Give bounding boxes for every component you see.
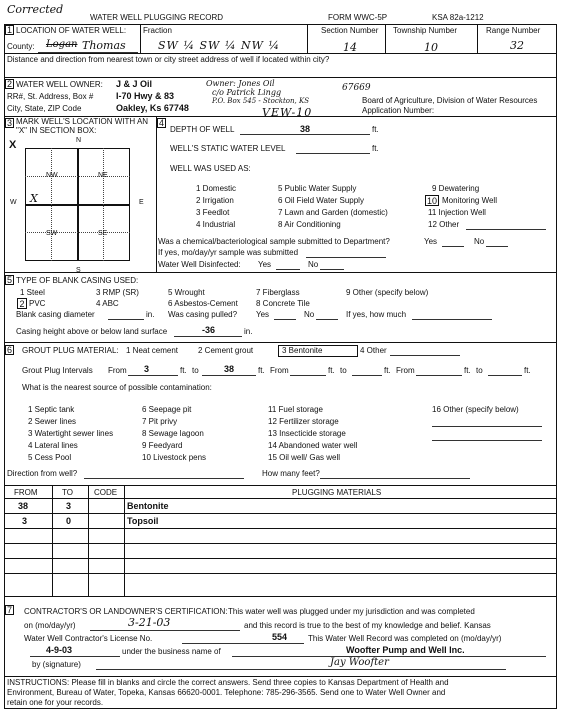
se-label: SE xyxy=(98,230,108,237)
application-label: Application Number: xyxy=(362,106,435,115)
business-value: Woofter Pump and Well Inc. xyxy=(346,645,465,655)
from-label-2: From xyxy=(270,366,289,375)
completed-on-label: on (mo/day/yr) xyxy=(24,621,76,630)
source-sewer[interactable]: 2 Sewer lines xyxy=(28,417,77,426)
depth-label: DEPTH OF WELL xyxy=(170,125,235,134)
hand-zip: 67669 xyxy=(342,83,371,93)
ksa-reference: KSA 82a-1212 xyxy=(432,13,484,22)
use-lawn-garden[interactable]: 7 Lawn and Garden (domestic) xyxy=(278,208,388,217)
grout-other[interactable]: 4 Other xyxy=(360,346,387,355)
casing-pvc[interactable]: PVC xyxy=(29,299,46,308)
business-label: under the business name of xyxy=(122,647,221,656)
record-date-value: 4-9-03 xyxy=(46,645,73,655)
source-oil-gas[interactable]: 15 Oil well/ Gas well xyxy=(268,453,341,462)
casing-abc[interactable]: 4 ABC xyxy=(96,299,119,308)
address-label: RR#, St. Address, Box # xyxy=(7,92,94,101)
casing-asbestos[interactable]: 6 Asbestos-Cement xyxy=(168,299,238,308)
disinfected-yes[interactable]: Yes xyxy=(258,260,272,269)
section-6-number: 6 xyxy=(6,345,12,355)
contamination-label: What is the nearest source of possible contamination: xyxy=(22,383,212,392)
section-number-label: Section Number xyxy=(321,26,379,35)
source-pit-privy[interactable]: 7 Pit privy xyxy=(142,417,178,426)
casing-other[interactable]: 9 Other (specify below) xyxy=(346,288,429,297)
to-label-2: to xyxy=(340,366,347,375)
from-label-3: From xyxy=(396,366,415,375)
completed-on-value: 3-21-03 xyxy=(128,616,171,629)
source-insecticide[interactable]: 13 Insecticide storage xyxy=(268,429,346,438)
cert-text-2: and this record is true to the best of my knowledge and belief. Kansas xyxy=(244,621,491,630)
col-materials: PLUGGING MATERIALS xyxy=(292,488,382,497)
address-value: I-70 Hwy & 83 xyxy=(116,91,175,101)
application-value: VEW-10 xyxy=(262,106,313,119)
use-other[interactable]: 12 Other xyxy=(428,220,460,229)
instructions-line-1: INSTRUCTIONS: Please fill in blanks and circle the correct answers. Send three copies to Kansas Department of Health and xyxy=(7,678,449,687)
mark-label-1: MARK WELL'S LOCATION WITH AN xyxy=(16,117,149,126)
diameter-label: Blank casing diameter xyxy=(16,310,95,319)
section-5-number: 5 xyxy=(6,275,12,285)
county-value: Thomas xyxy=(82,39,126,52)
source-cess-pool[interactable]: 5 Cess Pool xyxy=(28,453,72,462)
owner-value: J & J Oil xyxy=(116,79,153,89)
use-monitoring-well[interactable]: Monitoring Well xyxy=(442,196,497,205)
interval-from-1: 3 xyxy=(144,364,150,374)
use-public-supply[interactable]: 5 Public Water Supply xyxy=(278,184,357,193)
use-dewatering[interactable]: 9 Dewatering xyxy=(432,184,480,193)
cert-text-1: This water well was plugged under my jurisdiction and was completed xyxy=(228,607,475,616)
fraction-label: Fraction xyxy=(143,26,172,35)
grout-cement[interactable]: 2 Cement grout xyxy=(198,346,254,355)
mark-label-2: "X" IN SECTION BOX: xyxy=(16,126,97,135)
owner-label: WATER WELL OWNER: xyxy=(16,80,103,89)
to-label-1: to xyxy=(192,366,199,375)
ne-label: NE xyxy=(98,172,108,179)
source-feedyard[interactable]: 9 Feedyard xyxy=(142,441,183,450)
township-value: 10 xyxy=(424,41,438,54)
casing-type-label: TYPE OF BLANK CASING USED: xyxy=(16,276,139,285)
section-3-number: 3 xyxy=(6,118,12,128)
ft-label-1: ft. xyxy=(180,366,187,375)
source-other[interactable]: 16 Other (specify below) xyxy=(432,405,519,414)
source-livestock[interactable]: 10 Livestock pens xyxy=(142,453,207,462)
east-label: E xyxy=(139,199,144,206)
row2-to: 0 xyxy=(66,516,72,526)
depth-unit: ft. xyxy=(372,125,379,134)
disinfected-no[interactable]: No xyxy=(308,260,319,269)
city-value: Oakley, Ks 67748 xyxy=(116,103,189,113)
county-label: County: xyxy=(7,42,35,51)
x-marker: X xyxy=(9,139,17,151)
how-much-label: If yes, how much xyxy=(346,310,407,319)
intervals-label: Grout Plug Intervals xyxy=(22,366,93,375)
row2-from: 3 xyxy=(22,516,28,526)
row1-to: 3 xyxy=(66,501,72,511)
source-seepage[interactable]: 6 Seepage pit xyxy=(142,405,192,414)
north-label: N xyxy=(76,137,82,144)
grout-bentonite[interactable]: 3 Bentonite xyxy=(282,346,323,355)
grout-neat-cement[interactable]: 1 Neat cement xyxy=(126,346,179,355)
south-label: S xyxy=(76,267,81,274)
use-monitoring-number[interactable]: 10 xyxy=(426,196,437,206)
from-label-1: From xyxy=(108,366,127,375)
pulled-yes[interactable]: Yes xyxy=(256,310,270,319)
source-fertilizer[interactable]: 12 Fertilizer storage xyxy=(268,417,339,426)
col-code: CODE xyxy=(94,488,118,497)
use-feedlot[interactable]: 3 Feedlot xyxy=(196,208,230,217)
static-level-label: WELL'S STATIC WATER LEVEL xyxy=(170,144,286,153)
section-4-number: 4 xyxy=(158,118,164,128)
fraction-value: SW ¼ SW ¼ NW ¼ xyxy=(158,39,281,52)
instructions-line-2: Environment, Bureau of Water, Topeka, Kansas 66620-0001. Telephone: 785-296-3565. Send one to Water Well Owner and xyxy=(7,688,446,697)
pulled-label: Was casing pulled? xyxy=(168,310,238,319)
license-label: Water Well Contractor's License No. xyxy=(24,634,153,643)
source-abandoned-well[interactable]: 14 Abandoned water well xyxy=(268,441,358,450)
col-from: FROM xyxy=(14,488,38,497)
use-injection-well[interactable]: 11 Injection Well xyxy=(428,208,486,217)
chem-yes[interactable]: Yes xyxy=(424,237,438,246)
use-oil-field[interactable]: 6 Oil Field Water Supply xyxy=(278,196,364,205)
range-label: Range Number xyxy=(486,26,541,35)
pulled-no[interactable]: No xyxy=(304,310,315,319)
source-lagoon[interactable]: 8 Sewage lagoon xyxy=(142,429,204,438)
source-watertight[interactable]: 3 Watertight sewer lines xyxy=(28,429,114,438)
casing-steel[interactable]: 1 Steel xyxy=(20,288,45,297)
county-struck: Logan xyxy=(46,39,78,50)
ft-label-6: ft. xyxy=(524,366,531,375)
hand-box: P.O. Box 545 - Stockton, KS xyxy=(212,97,309,105)
well-location-mark: X xyxy=(30,192,38,205)
hand-owner: Owner: Jones Oil xyxy=(206,79,275,88)
feet-label: How many feet? xyxy=(262,469,320,478)
interval-to-1: 38 xyxy=(224,364,235,374)
use-industrial[interactable]: 4 Industrial xyxy=(196,220,236,229)
source-fuel[interactable]: 11 Fuel storage xyxy=(268,405,323,414)
depth-value: 38 xyxy=(300,124,311,134)
chem-sample-label: Was a chemical/bacteriological sample submitted to Department? xyxy=(158,237,390,246)
use-air-conditioning[interactable]: 8 Air Conditioning xyxy=(278,220,341,229)
diameter-unit: in. xyxy=(146,310,155,319)
location-label: LOCATION OF WATER WELL: xyxy=(16,26,127,35)
west-label: W xyxy=(10,199,17,206)
section-value: 14 xyxy=(343,41,357,54)
disinfected-label: Water Well Disinfected: xyxy=(158,260,241,269)
casing-height-label: Casing height above or below land surface xyxy=(16,327,168,336)
board-label: Board of Agriculture, Division of Water Resources xyxy=(362,96,538,105)
signature-label: by (signature) xyxy=(32,660,81,669)
used-as-label: WELL WAS USED AS: xyxy=(170,164,251,173)
casing-height-unit: in. xyxy=(244,327,253,336)
ft-label-2: ft. xyxy=(258,366,265,375)
cert-label: CONTRACTOR'S OR LANDOWNER'S CERTIFICATION: xyxy=(24,607,228,616)
col-to: TO xyxy=(62,488,73,497)
distance-label: Distance and direction from nearest town or city street address of well if located within city? xyxy=(7,55,330,64)
city-label: City, State, ZIP Code xyxy=(7,104,82,113)
nw-label: NW xyxy=(46,172,58,179)
form-number: FORM WWC-5P xyxy=(328,13,388,22)
license-value: 554 xyxy=(272,632,288,642)
section-2-number: 2 xyxy=(6,79,12,89)
township-label: Township Number xyxy=(393,26,458,35)
to-label-3: to xyxy=(476,366,483,375)
row2-material: Topsoil xyxy=(127,516,159,526)
static-level-unit: ft. xyxy=(372,144,379,153)
chem-no[interactable]: No xyxy=(474,237,485,246)
corrected-stamp: Corrected xyxy=(7,3,64,16)
sample-date-label: If yes, mo/day/yr sample was submitted xyxy=(158,248,299,257)
ft-label-3: ft. xyxy=(328,366,335,375)
sw-label: SW xyxy=(46,230,58,237)
grout-label: GROUT PLUG MATERIAL: xyxy=(22,346,119,355)
source-lateral[interactable]: 4 Lateral lines xyxy=(28,441,78,450)
hand-care-of: c/o Patrick Lingg xyxy=(212,88,282,97)
casing-wrought[interactable]: 5 Wrought xyxy=(168,288,205,297)
casing-rmp[interactable]: 3 RMP (SR) xyxy=(96,288,139,297)
use-domestic[interactable]: 1 Domestic xyxy=(196,184,237,193)
ft-label-5: ft. xyxy=(464,366,471,375)
casing-fiberglass[interactable]: 7 Fiberglass xyxy=(256,288,300,297)
casing-pvc-number[interactable]: 2 xyxy=(17,298,27,309)
section-7-number: 7 xyxy=(6,605,12,615)
range-value: 32 xyxy=(510,39,524,52)
ft-label-4: ft. xyxy=(384,366,391,375)
casing-height-value: -36 xyxy=(202,325,216,335)
signature: Jay Woofter xyxy=(330,657,389,668)
casing-concrete[interactable]: 8 Concrete Tile xyxy=(256,299,310,308)
row1-material: Bentonite xyxy=(127,501,169,511)
section-1-number: 1 xyxy=(6,25,12,35)
direction-label: Direction from well? xyxy=(7,469,78,478)
use-irrigation[interactable]: 2 Irrigation xyxy=(196,196,234,205)
form-title: WATER WELL PLUGGING RECORD xyxy=(90,13,224,22)
cert-text-3: This Water Well Record was completed on (mo/day/yr) xyxy=(308,634,502,643)
instructions-line-3: retain one for your records. xyxy=(7,698,104,707)
row1-from: 38 xyxy=(18,501,29,511)
source-septic[interactable]: 1 Septic tank xyxy=(28,405,75,414)
